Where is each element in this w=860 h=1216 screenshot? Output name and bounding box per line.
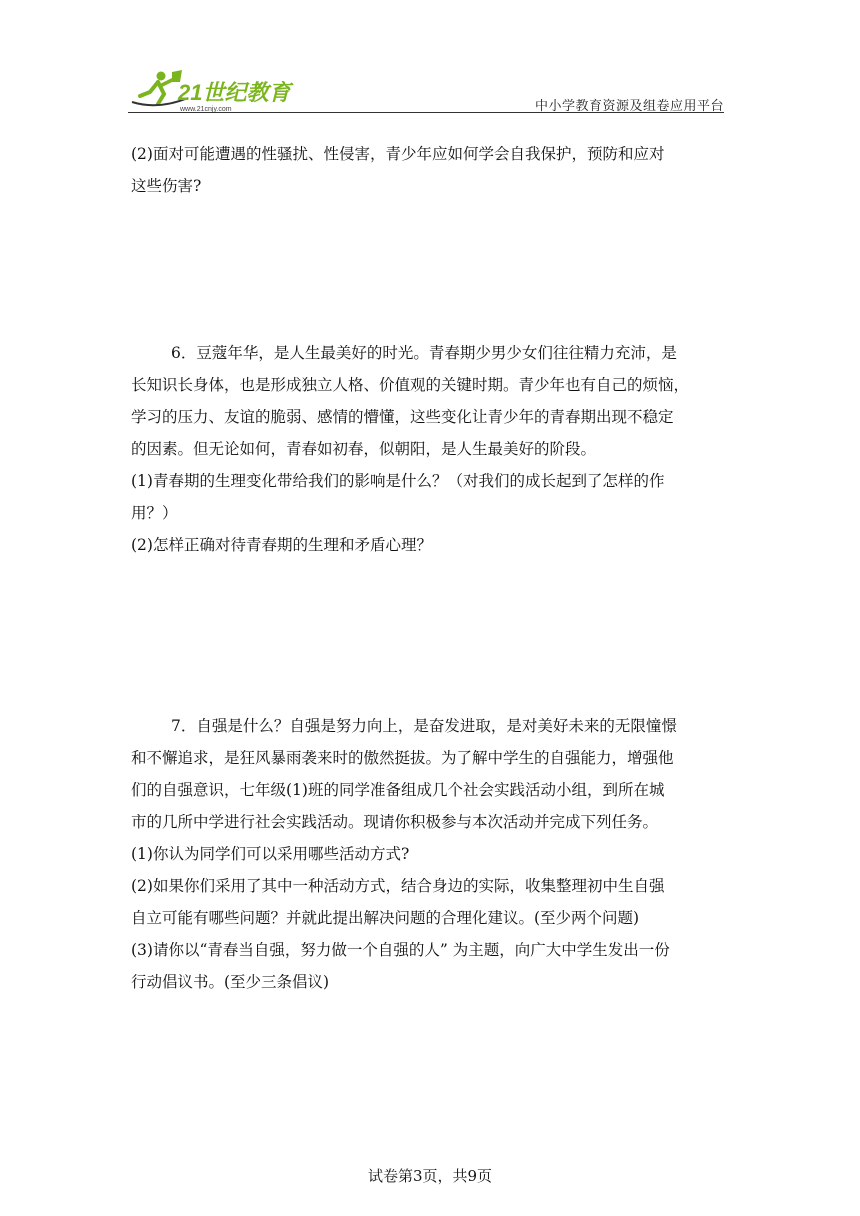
- question-5-part-2: [131, 138, 731, 202]
- q7-stem-line: 市的几所中学进行社会实践活动。现请你积极参与本次活动并完成下列任务。: [131, 813, 659, 831]
- q7-sub1-line: (1)你认为同学们可以采用哪些活动方式?: [131, 845, 410, 863]
- q6-stem-line: 长知识长身体，也是形成独立人格、价值观的关键时期。青少年也有自己的烦恼，: [131, 376, 690, 394]
- platform-name: 中小学教育资源及组卷应用平台: [534, 99, 724, 114]
- q7-sub2-line: 自立可能有哪些问题？并就此提出解决问题的合理化建议。(至少两个问题): [131, 909, 640, 927]
- q7-sub3-line: 行动倡议书。(至少三条倡议): [131, 973, 330, 991]
- page-header: [128, 66, 724, 114]
- header-rule: [128, 112, 724, 113]
- logo-text: 21世纪教育: [178, 80, 291, 105]
- q6-stem-line: 6．豆蔻年华，是人生最美好的时光。青春期少男少女们往往精力充沛，是: [171, 344, 677, 362]
- q7-stem-line: 和不懈追求，是狂风暴雨袭来时的傲然挺拔。为了解中学生的自强能力，增强他: [131, 749, 674, 767]
- q7-stem-line: 7．自强是什么？自强是努力向上，是奋发进取，是对美好未来的无限憧憬: [171, 717, 677, 735]
- q7-sub2-line: (2)如果你们采用了其中一种活动方式，结合身边的实际，收集整理初中生自强: [131, 877, 665, 895]
- logo-21cnjy: [128, 66, 328, 114]
- q6-stem-line: 学习的压力、友谊的脆弱、感情的懵懂，这些变化让青少年的青春期出现不稳定: [131, 408, 674, 426]
- q6-sub1-line: 用？）: [131, 504, 178, 522]
- q6-sub2-line: (2)怎样正确对待青春期的生理和矛盾心理？: [131, 536, 432, 554]
- q7-sub3-line: (3)请你以“青春当自强，努力做一个自强的人” 为主题，向广大中学生发出一份: [131, 941, 670, 959]
- question-7: [131, 710, 731, 998]
- question-6: [131, 337, 731, 561]
- page-footer: 试卷第3页，共9页: [367, 1167, 493, 1185]
- q6-stem-line: 的因素。但无论如何，青春如初春，似朝阳，是人生最美好的阶段。: [131, 440, 597, 458]
- logo-url: www.21cnjy.com: [180, 106, 232, 113]
- q6-sub1-line: (1)青春期的生理变化带给我们的影响是什么？（对我们的成长起到了怎样的作: [131, 472, 665, 490]
- q5-sub2-line: 这些伤害?: [131, 177, 202, 195]
- q7-stem-line: 们的自强意识，七年级(1)班的同学准备组成几个社会实践活动小组，到所在城: [131, 781, 665, 799]
- q5-sub2-line: (2)面对可能遭遇的性骚扰、性侵害，青少年应如何学会自我保护，预防和应对: [131, 145, 665, 163]
